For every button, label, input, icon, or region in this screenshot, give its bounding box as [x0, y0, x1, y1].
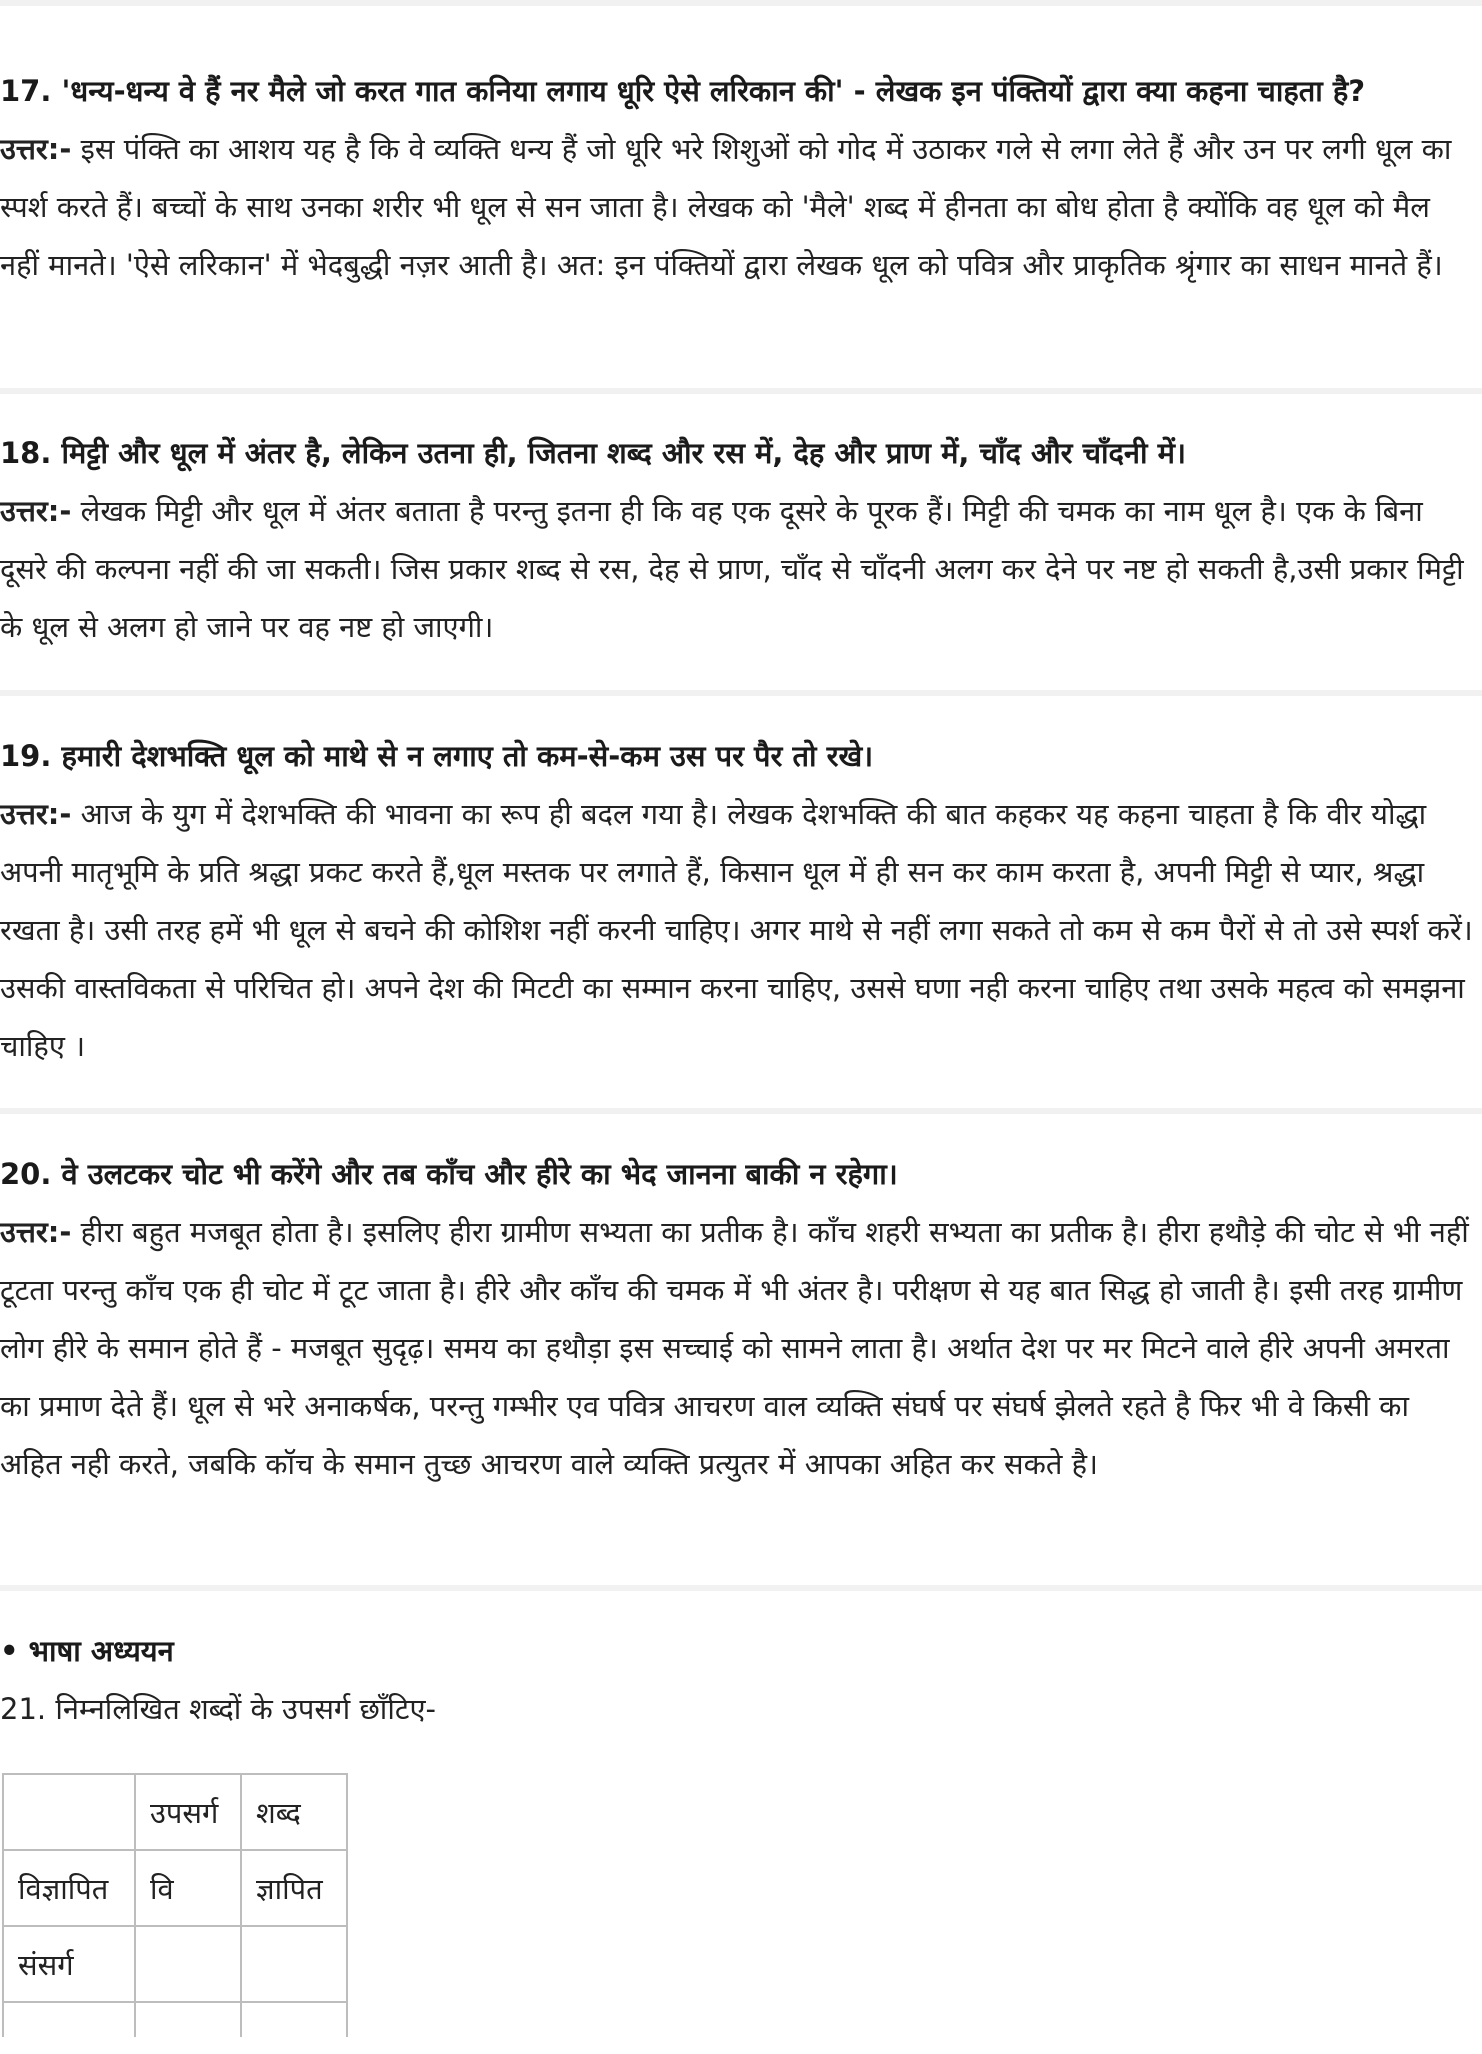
answer-label: उत्तर:-: [0, 132, 72, 166]
table-row: [3, 2002, 347, 2037]
question-number: 20.: [0, 1157, 52, 1191]
question-text: [0, 727, 1476, 785]
answer-label: उत्तर:-: [0, 1215, 72, 1249]
answer-text: [0, 482, 1476, 656]
question-number: 18.: [0, 436, 52, 470]
answer-text: [0, 120, 1476, 294]
table-cell: [3, 1774, 135, 1850]
divider: [0, 1585, 1482, 1591]
table-row: [3, 1850, 347, 1926]
question-20: [0, 1145, 1476, 1493]
answer-label: उत्तर:-: [0, 494, 72, 528]
question-text: [0, 1145, 1476, 1203]
prefix-table: [2, 1773, 348, 2037]
table-cell: [241, 1926, 347, 2002]
divider: [0, 690, 1482, 696]
table-cell: [135, 1926, 241, 2002]
answer-label: उत्तर:-: [0, 797, 72, 831]
section-heading: • भाषा अध्ययन: [0, 1634, 174, 1668]
table-cell: [3, 2002, 135, 2037]
question-19: [0, 727, 1476, 1075]
question-21: 21. निम्नलिखित शब्दों के उपसर्ग छाँटिए-: [0, 1692, 436, 1726]
question-number: 19.: [0, 739, 52, 773]
table-header-cell: शब्द: [241, 1774, 347, 1850]
divider: [0, 388, 1482, 394]
question-body: वे उलटकर चोट भी करेंगे और तब काँच और हीरे का भेद जानना बाकी न रहेगा।: [61, 1157, 898, 1191]
answer-body: आज के युग में देशभक्ति की भावना का रूप ही बदल गया है। लेखक देशभक्ति की बात कहकर यह कहना चाहता है कि वीर योद्धा अपनी मातृभूमि के प्रति श्रद्धा प्रकट करते हैं,धूल मस्तक पर लगाते हैं, किसान धूल में ही सन कर काम करता है, अपनी मिट्टी से प्यार, श्रद्धा रखता है। उसी तरह हमें भी धूल से बचने की कोशिश नहीं करनी चाहिए। अगर माथे से नहीं लगा सकते तो कम से कम पैरों से तो उसे स्पर्श करें। उसकी वास्तविकता से परिचित हो। अपने देश की मिटटी का सम्मान करना चाहिए, उससे घणा नही करना चाहिए तथा उसके महत्व को समझना चाहिए ।: [0, 797, 1473, 1063]
question-18: [0, 424, 1476, 656]
table-cell: [135, 2002, 241, 2037]
table-cell: संसर्ग: [3, 1926, 135, 2002]
divider: [0, 1108, 1482, 1114]
divider: [0, 0, 1482, 6]
language-section: [0, 1622, 1476, 1738]
answer-body: इस पंक्ति का आशय यह है कि वे व्यक्ति धन्य हैं जो धूरि भरे शिशुओं को गोद में उठाकर गले से लगा लेते हैं और उन पर लगी धूल का स्पर्श करते हैं। बच्चों के साथ उनका शरीर भी धूल से सन जाता है। लेखक को 'मैले' शब्द में हीनता का बोध होता है क्योंकि वह धूल को मैल नहीं मानते। 'ऐसे लरिकान' में भेदबुद्धी नज़र आती है। अत: इन पंक्तियों द्वारा लेखक धूल को पवित्र और प्राकृतिक श्रृंगार का साधन मानते हैं।: [0, 132, 1452, 282]
table-cell: विज्ञापित: [3, 1850, 135, 1926]
answer-body: हीरा बहुत मजबूत होता है। इसलिए हीरा ग्रामीण सभ्यता का प्रतीक है। काँच शहरी सभ्यता का प्रतीक है। हीरा हथौड़े की चोट से भी नहीं टूटता परन्तु काँच एक ही चोट में टूट जाता है। हीरे और काँच की चमक में भी अंतर है। परीक्षण से यह बात सिद्ध हो जाती है। इसी तरह ग्रामीण लोग हीरे के समान होते हैं - मजबूत सुदृढ़। समय का हथौड़ा इस सच्चाई को सामने लाता है। अर्थात देश पर मर मिटने वाले हीरे अपनी अमरता का प्रमाण देते हैं। धूल से भरे अनाकर्षक, परन्तु गम्भीर एव पवित्र आचरण वाल व्यक्ति संघर्ष पर संघर्ष झेलते रहते है फिर भी वे किसी का अहित नही करते, जबकि कॉच के समान तुच्छ आचरण वाले व्यक्ति प्रत्युतर में आपका अहित कर सकते है।: [0, 1215, 1469, 1481]
table-row: [3, 1926, 347, 2002]
question-17: [0, 62, 1476, 294]
table-header-cell: उपसर्ग: [135, 1774, 241, 1850]
question-body: 'धन्य-धन्य वे हैं नर मैले जो करत गात कनिया लगाय धूरि ऐसे लरिकान की' - लेखक इन पंक्तियों द्वारा क्या कहना चाहता है?: [61, 74, 1366, 108]
answer-text: [0, 785, 1476, 1075]
question-text: [0, 424, 1476, 482]
question-body: हमारी देशभक्ति धूल को माथे से न लगाए तो कम-से-कम उस पर पैर तो रखे।: [61, 739, 874, 773]
table-header-row: [3, 1774, 347, 1850]
answer-text: [0, 1203, 1476, 1493]
table-cell: ज्ञापित: [241, 1850, 347, 1926]
question-body: मिट्टी और धूल में अंतर है, लेकिन उतना ही, जितना शब्द और रस में, देह और प्राण में, चाँद और चाँदनी में।: [61, 436, 1186, 470]
answer-body: लेखक मिट्टी और धूल में अंतर बताता है परन्तु इतना ही कि वह एक दूसरे के पूरक हैं। मिट्टी की चमक का नाम धूल है। एक के बिना दूसरे की कल्पना नहीं की जा सकती। जिस प्रकार शब्द से रस, देह से प्राण, चाँद से चाँदनी अलग कर देने पर नष्ट हो सकती है,उसी प्रकार मिट्टी के धूल से अलग हो जाने पर वह नष्ट हो जाएगी।: [0, 494, 1464, 644]
question-text: [0, 62, 1476, 120]
table-cell: [241, 2002, 347, 2037]
question-number: 17.: [0, 74, 52, 108]
table-cell: वि: [135, 1850, 241, 1926]
